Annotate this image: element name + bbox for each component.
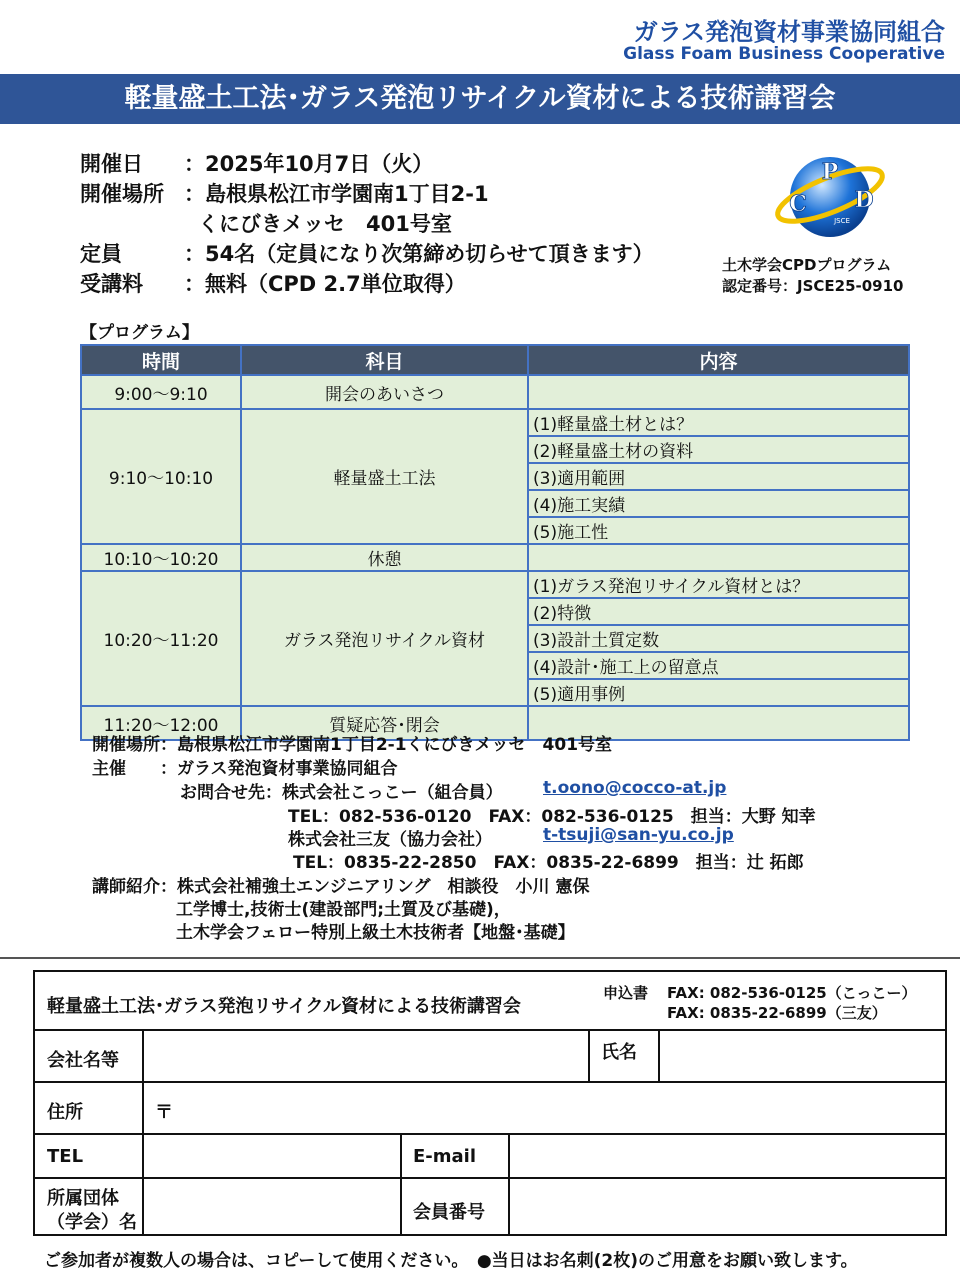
fee-label: 受講料	[80, 272, 143, 296]
divider	[508, 1133, 510, 1234]
content-cell	[528, 375, 909, 409]
contact-label: お問合せ先：株式会社こっこー（組合員）	[180, 783, 503, 803]
bottom-note: ご参加者が複数人の場合は、コピーして使用ください。 ●当日はお名刺(2枚)のご用意をお願い致します。	[44, 1251, 858, 1271]
application-form	[33, 970, 947, 1236]
date-label: 開催日	[80, 152, 143, 176]
divider	[35, 1133, 945, 1135]
divider	[0, 957, 960, 959]
company-input[interactable]	[147, 1034, 585, 1078]
name-input[interactable]	[663, 1034, 941, 1078]
tel-label: TEL	[47, 1146, 84, 1167]
org-name-en: Glass Foam Business Cooperative	[623, 44, 945, 64]
content-cell: (4)設計･施工上の留意点	[528, 652, 909, 679]
divider	[35, 1029, 945, 1031]
lecturer-line-3: 土木学会フェロー特別上級土木技術者【地盤･基礎】	[176, 923, 575, 943]
application-label: 申込書	[603, 984, 649, 1002]
logo-letter-p: P	[821, 159, 839, 185]
subject-cell: 軽量盛土工法	[241, 409, 528, 544]
org-input[interactable]	[147, 1182, 397, 1230]
info-capacity	[80, 238, 654, 268]
table-row	[81, 571, 909, 598]
capacity-label: 定員	[80, 242, 122, 266]
lecturer-line-2: 工学博士,技術士(建設部門;土質及び基礎)，	[176, 900, 511, 920]
venue-value-2: くにびきメッセ 401号室	[198, 212, 452, 236]
header-content: 内容	[528, 345, 909, 375]
fax-number-2: FAX: 0835-22-6899（三友）	[667, 1004, 887, 1022]
lecturer-line-1: 講師紹介：株式会社補強土エンジニアリング 相談役 小川 憲保	[92, 877, 590, 897]
content-cell: (2)軽量盛土材の資料	[528, 436, 909, 463]
form-title: 軽量盛土工法･ガラス発泡リサイクル資材による技術講習会	[47, 996, 521, 1017]
content-cell: (3)適用範囲	[528, 463, 909, 490]
content-cell: (1)ガラス発泡リサイクル資材とは？	[528, 571, 909, 598]
program-header-row	[81, 345, 909, 375]
time-cell: 10:20～11:20	[81, 571, 241, 706]
footer-host: 主催 ：ガラス発泡資材事業協同組合	[92, 759, 398, 779]
divider	[588, 1029, 590, 1081]
cpd-logo	[770, 145, 890, 245]
content-cell: (4)施工実績	[528, 490, 909, 517]
org-label-1: 所属団体	[47, 1188, 119, 1209]
company-label: 会社名等	[47, 1050, 119, 1071]
divider	[142, 1029, 144, 1234]
contact1-tel: TEL：082-536-0120 FAX：082-536-0125 担当：大野 知幸	[288, 807, 816, 827]
page-title: 軽量盛土工法･ガラス発泡リサイクル資材による技術講習会	[0, 74, 960, 124]
venue-value: ：島根県松江市学園南1丁目2-1	[184, 182, 489, 206]
divider	[658, 1029, 660, 1081]
header-subject: 科目	[241, 345, 528, 375]
subject-cell: ガラス発泡リサイクル資材	[241, 571, 528, 706]
content-cell: (3)設計土質定数	[528, 625, 909, 652]
org-label-2: （学会）名	[47, 1212, 137, 1233]
info-fee	[80, 268, 466, 298]
subject-cell: 休憩	[241, 544, 528, 571]
divider	[35, 1177, 945, 1179]
info-date	[80, 148, 433, 178]
header-time: 時間	[81, 345, 241, 375]
name-label: 氏名	[601, 1042, 637, 1063]
date-value: ：2025年10月7日（火）	[184, 152, 434, 176]
cpd-program-label: 土木学会CPDプログラム	[722, 256, 892, 274]
subject-cell: 質疑応答･閉会	[241, 706, 528, 740]
time-cell: 9:00～9:10	[81, 375, 241, 409]
time-cell: 9:10～10:10	[81, 409, 241, 544]
address-input[interactable]	[175, 1086, 941, 1130]
logo-jsce-text: JSCE	[834, 217, 850, 225]
cpd-number: 認定番号：JSCE25-0910	[722, 277, 904, 295]
email-label: E-mail	[413, 1146, 477, 1167]
fee-value: ：無料（CPD 2.7単位取得）	[184, 272, 466, 296]
member-number-input[interactable]	[513, 1182, 941, 1230]
table-row	[81, 544, 909, 571]
member-label: 会員番号	[413, 1202, 485, 1223]
program-table	[80, 344, 910, 741]
contact2-email-link[interactable]: t-tsuji@san-yu.co.jp	[543, 825, 734, 845]
table-row	[81, 375, 909, 409]
content-cell	[528, 544, 909, 571]
program-label: 【プログラム】	[80, 323, 199, 343]
content-cell: (5)施工性	[528, 517, 909, 544]
time-cell: 10:10～10:20	[81, 544, 241, 571]
info-venue	[80, 178, 489, 208]
subject-cell: 開会のあいさつ	[241, 375, 528, 409]
divider	[35, 1081, 945, 1083]
contact1-email-link[interactable]: t.oono@cocco-at.jp	[543, 778, 727, 798]
org-name-jp: ガラス発泡資材事業協同組合	[633, 18, 945, 46]
email-input[interactable]	[513, 1138, 941, 1174]
content-cell: (5)適用事例	[528, 679, 909, 706]
fax-number-1: FAX: 082-536-0125（こっこー）	[667, 984, 917, 1002]
address-label: 住所	[47, 1102, 83, 1123]
table-row	[81, 409, 909, 436]
tel-input[interactable]	[147, 1138, 397, 1174]
content-cell: (1)軽量盛土材とは？	[528, 409, 909, 436]
divider	[400, 1133, 402, 1234]
capacity-value: ：54名（定員になり次第締め切らせて頂きます）	[184, 242, 654, 266]
postal-mark: 〒	[155, 1102, 173, 1123]
content-cell: (2)特徴	[528, 598, 909, 625]
footer-venue: 開催場所：島根県松江市学園南1丁目2-1くにびきメッセ 401号室	[92, 735, 613, 755]
logo-letter-c: C	[789, 191, 807, 217]
contact2-company: 株式会社三友（協力会社）	[288, 830, 492, 850]
venue-label: 開催場所	[80, 182, 164, 206]
logo-letter-d: D	[854, 187, 874, 213]
time-cell: 11:20～12:00	[81, 706, 241, 740]
contact2-tel: TEL：0835-22-2850 FAX：0835-22-6899 担当：辻 拓郎	[293, 853, 804, 873]
